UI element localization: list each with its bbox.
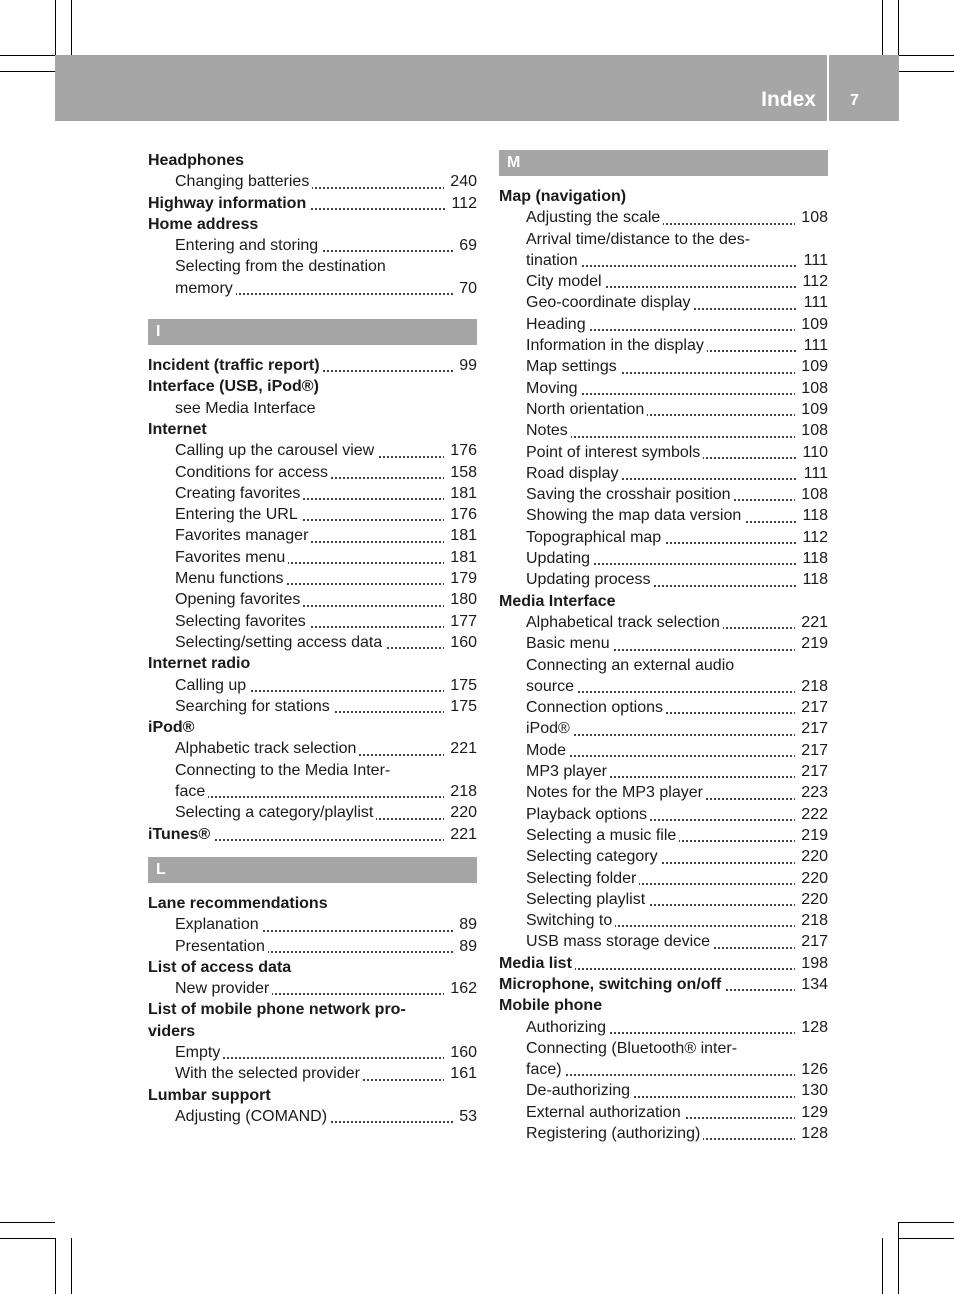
page-reference: 128 <box>795 1017 828 1038</box>
page-reference: 108 <box>795 484 828 505</box>
index-subentry <box>148 978 477 999</box>
entry-text: Map settings <box>526 358 620 375</box>
index-entry <box>148 1021 477 1042</box>
index-subentry <box>148 696 477 717</box>
page-reference: 108 <box>795 378 828 399</box>
page-reference: 130 <box>795 1080 828 1101</box>
index-subentry <box>499 378 828 399</box>
page-reference: 177 <box>444 611 477 632</box>
index-entry <box>148 824 477 845</box>
page-reference: 110 <box>796 442 828 463</box>
index-entry <box>499 974 828 995</box>
index-subentry <box>499 633 828 654</box>
index-entry <box>148 1085 477 1106</box>
entry-text: Presentation <box>175 938 268 955</box>
index-subentry <box>499 335 828 356</box>
page-reference: 218 <box>795 676 828 697</box>
index-subentry <box>499 1059 828 1080</box>
index-subentry <box>499 420 828 441</box>
index-entry <box>148 355 477 376</box>
index-subentry <box>148 632 477 653</box>
page-reference: 89 <box>453 936 477 957</box>
entry-text: Adjusting the scale <box>526 209 663 226</box>
index-entry <box>148 419 477 440</box>
index-subentry <box>499 676 828 697</box>
index-subentry <box>148 802 477 823</box>
index-subentry <box>499 804 828 825</box>
entry-text: Notes for the MP3 player <box>526 784 706 801</box>
entry-text: Mobile phone <box>499 997 605 1014</box>
crop-mark <box>899 71 954 72</box>
entry-text: Media Interface <box>499 593 618 610</box>
entry-text: Empty <box>175 1044 223 1061</box>
index-subentry <box>499 1080 828 1101</box>
page-header <box>55 55 899 121</box>
page-reference: 112 <box>445 193 477 214</box>
index-entry <box>148 193 477 214</box>
index-subentry <box>148 462 477 483</box>
page-reference: 69 <box>453 235 477 256</box>
index-entry <box>148 376 477 397</box>
page-reference: 161 <box>444 1063 477 1084</box>
entry-text: Lane recommendations <box>148 895 331 912</box>
entry-text: Authorizing <box>526 1019 609 1036</box>
entry-text: Entering the URL <box>175 506 301 523</box>
page-reference: 158 <box>444 462 477 483</box>
index-subentry <box>499 314 828 335</box>
page-reference: 217 <box>795 931 828 952</box>
index-subentry <box>499 910 828 931</box>
index-subentry <box>148 547 477 568</box>
entry-text: face) <box>526 1061 565 1078</box>
crop-mark <box>898 0 899 55</box>
index-entry <box>148 150 477 171</box>
page-reference: 181 <box>444 525 477 546</box>
crop-mark <box>899 1222 954 1223</box>
entry-text: North orientation <box>526 401 647 418</box>
index-subentry <box>499 399 828 420</box>
index-subentry <box>148 398 477 419</box>
index-subentry <box>148 483 477 504</box>
entry-text: Entering and storing <box>175 237 321 254</box>
entry-text: Favorites menu <box>175 549 288 566</box>
index-column-right <box>499 150 828 1144</box>
index-subentry <box>148 1063 477 1084</box>
page-reference: 218 <box>795 910 828 931</box>
page-reference: 109 <box>795 356 828 377</box>
page-reference: 219 <box>795 825 828 846</box>
index-subentry <box>148 1042 477 1063</box>
index-subentry <box>499 868 828 889</box>
page-reference: 162 <box>444 978 477 999</box>
entry-text: Alphabetical track selection <box>526 614 723 631</box>
entry-text: Selecting from the destination <box>175 258 389 275</box>
section-letter-header: L <box>148 857 477 883</box>
entry-text: Headphones <box>148 152 247 169</box>
page-reference: 217 <box>795 761 828 782</box>
index-subentry <box>499 846 828 867</box>
index-subentry <box>499 292 828 313</box>
index-subentry <box>499 484 828 505</box>
page-reference: 219 <box>795 633 828 654</box>
page-reference: 221 <box>444 824 477 845</box>
entry-text: iPod® <box>148 719 197 736</box>
entry-text: Information in the display <box>526 337 707 354</box>
index-entry <box>148 999 477 1020</box>
page-reference: 111 <box>798 335 828 356</box>
entry-text: Registering (authorizing) <box>526 1125 703 1142</box>
entry-text: New provider <box>175 980 272 997</box>
entry-text: source <box>526 678 577 695</box>
index-subentry <box>499 740 828 761</box>
header-divider <box>827 55 829 121</box>
index-subentry <box>499 1102 828 1123</box>
entry-text: Adjusting (COMAND) <box>175 1108 330 1125</box>
page-reference: 222 <box>795 804 828 825</box>
index-entry <box>148 214 477 235</box>
index-subentry <box>148 611 477 632</box>
entry-text: List of access data <box>148 959 294 976</box>
entry-text: tination <box>526 252 581 269</box>
page-reference: 70 <box>453 278 477 299</box>
page-reference: 217 <box>795 697 828 718</box>
entry-text: Calling up the carousel view <box>175 442 377 459</box>
index-subentry <box>499 271 828 292</box>
index-subentry <box>148 781 477 802</box>
entry-text: Selecting a category/playlist <box>175 804 376 821</box>
section-letter-header: M <box>499 150 828 176</box>
page-reference: 118 <box>796 548 828 569</box>
entry-text: Conditions for access <box>175 464 331 481</box>
entry-text: Changing batteries <box>175 173 312 190</box>
entry-text: Connecting (Bluetooth® inter- <box>526 1040 740 1057</box>
index-subentry <box>499 356 828 377</box>
page-title: Index <box>761 88 816 111</box>
entry-text: Notes <box>526 422 571 439</box>
page-reference: 118 <box>796 505 828 526</box>
entry-text: viders <box>148 1023 198 1040</box>
index-subentry <box>148 914 477 935</box>
page-reference: 108 <box>795 420 828 441</box>
page-reference: 109 <box>795 399 828 420</box>
index-subentry <box>148 504 477 525</box>
index-subentry <box>499 207 828 228</box>
index-subentry <box>148 171 477 192</box>
index-subentry <box>148 675 477 696</box>
entry-text: face <box>175 783 208 800</box>
page-reference: 181 <box>444 547 477 568</box>
entry-text: Selecting/setting access data <box>175 634 385 651</box>
crop-mark <box>899 55 954 56</box>
crop-mark <box>0 1222 55 1223</box>
index-subentry <box>148 235 477 256</box>
page-reference: 111 <box>798 463 828 484</box>
page-reference: 217 <box>795 740 828 761</box>
index-subentry <box>148 760 477 781</box>
index-subentry <box>148 440 477 461</box>
index-subentry <box>499 527 828 548</box>
page-reference: 221 <box>444 738 477 759</box>
page-reference: 240 <box>444 171 477 192</box>
entry-text: Playback options <box>526 806 650 823</box>
entry-text: Arrival time/distance to the des- <box>526 231 753 248</box>
page-reference: 89 <box>453 914 477 935</box>
page-reference: 126 <box>795 1059 828 1080</box>
entry-text: Geo-coordinate display <box>526 294 694 311</box>
page-reference: 220 <box>795 868 828 889</box>
page-reference: 221 <box>795 612 828 633</box>
index-subentry <box>499 1017 828 1038</box>
index-entry <box>499 591 828 612</box>
entry-text: Microphone, switching on/off <box>499 976 724 993</box>
index-subentry <box>499 1038 828 1059</box>
entry-text: De-authorizing <box>526 1082 633 1099</box>
entry-text: see Media Interface <box>175 400 319 417</box>
index-subentry <box>499 250 828 271</box>
entry-text: MP3 player <box>526 763 610 780</box>
page-reference: 112 <box>796 527 828 548</box>
index-subentry <box>148 1106 477 1127</box>
page-reference: 180 <box>444 589 477 610</box>
page-reference: 218 <box>444 781 477 802</box>
entry-text: With the selected provider <box>175 1065 363 1082</box>
page-reference: 220 <box>795 889 828 910</box>
entry-text: Selecting playlist <box>526 891 648 908</box>
page-reference: 175 <box>444 696 477 717</box>
entry-text: Updating <box>526 550 593 567</box>
entry-text: Alphabetic track selection <box>175 740 359 757</box>
index-subentry <box>499 612 828 633</box>
page-reference: 108 <box>795 207 828 228</box>
crop-mark <box>882 1238 883 1294</box>
entry-text: Explanation <box>175 916 262 933</box>
index-subentry <box>499 825 828 846</box>
entry-text: memory <box>175 280 236 297</box>
entry-text: Selecting folder <box>526 870 639 887</box>
page-reference: 181 <box>444 483 477 504</box>
index-entry <box>148 957 477 978</box>
page-reference: 99 <box>453 355 477 376</box>
index-subentry <box>499 229 828 250</box>
entry-text: Home address <box>148 216 261 233</box>
crop-mark <box>0 55 55 56</box>
index-subentry <box>499 697 828 718</box>
entry-text: Selecting favorites <box>175 613 309 630</box>
entry-text: Selecting category <box>526 848 661 865</box>
index-subentry <box>499 761 828 782</box>
entry-text: Topographical map <box>526 529 664 546</box>
spacer <box>148 299 477 319</box>
entry-text: iTunes® <box>148 826 213 843</box>
index-subentry <box>148 589 477 610</box>
entry-text: Internet <box>148 421 210 438</box>
index-column-left <box>148 150 477 1127</box>
index-subentry <box>148 568 477 589</box>
page-reference: 111 <box>798 250 828 271</box>
entry-text: Saving the crosshair position <box>526 486 734 503</box>
index-subentry <box>499 463 828 484</box>
entry-text: Updating process <box>526 571 654 588</box>
crop-mark <box>882 0 883 55</box>
entry-text: Favorites manager <box>175 527 311 544</box>
index-entry <box>499 995 828 1016</box>
index-entry <box>148 717 477 738</box>
entry-text: USB mass storage device <box>526 933 713 950</box>
crop-mark <box>0 1238 55 1239</box>
index-subentry <box>499 782 828 803</box>
entry-text: Basic menu <box>526 635 613 652</box>
index-subentry <box>148 936 477 957</box>
entry-text: Road display <box>526 465 622 482</box>
entry-text: Menu functions <box>175 570 287 587</box>
page-reference: 160 <box>444 1042 477 1063</box>
index-subentry <box>499 569 828 590</box>
page-reference: 176 <box>444 504 477 525</box>
index-subentry <box>499 1123 828 1144</box>
entry-text: Mode <box>526 742 569 759</box>
index-subentry <box>148 525 477 546</box>
entry-text: Opening favorites <box>175 591 303 608</box>
entry-text: Searching for stations <box>175 698 333 715</box>
entry-text: Highway information <box>148 195 309 212</box>
entry-text: Point of interest symbols <box>526 444 703 461</box>
section-letter-header: I <box>148 319 477 345</box>
entry-text: Lumbar support <box>148 1087 274 1104</box>
page-reference: 129 <box>795 1102 828 1123</box>
entry-text: Calling up <box>175 677 249 694</box>
entry-text: Internet radio <box>148 655 253 672</box>
index-subentry <box>499 931 828 952</box>
page-reference: 118 <box>796 569 828 590</box>
entry-text: iPod® <box>526 720 573 737</box>
page-reference: 112 <box>796 271 828 292</box>
index-subentry <box>499 548 828 569</box>
page-reference: 134 <box>795 974 828 995</box>
entry-text: Switching to <box>526 912 615 929</box>
page-reference: 198 <box>795 953 828 974</box>
index-subentry <box>499 718 828 739</box>
page-reference: 176 <box>444 440 477 461</box>
crop-mark <box>55 1238 56 1294</box>
entry-text: Heading <box>526 316 589 333</box>
index-subentry <box>499 505 828 526</box>
entry-text: Moving <box>526 380 581 397</box>
entry-text: City model <box>526 273 605 290</box>
entry-text: Creating favorites <box>175 485 303 502</box>
crop-mark <box>71 1238 72 1294</box>
page-reference: 175 <box>444 675 477 696</box>
index-entry <box>148 893 477 914</box>
page-reference: 160 <box>444 632 477 653</box>
entry-text: Connecting an external audio <box>526 657 737 674</box>
page-reference: 217 <box>795 718 828 739</box>
page-reference: 179 <box>444 568 477 589</box>
page-number: 7 <box>850 92 859 109</box>
page-reference: 223 <box>795 782 828 803</box>
page-reference: 220 <box>795 846 828 867</box>
entry-text: Connecting to the Media Inter- <box>175 762 393 779</box>
page-reference: 109 <box>795 314 828 335</box>
index-subentry <box>148 278 477 299</box>
page-reference: 220 <box>444 802 477 823</box>
crop-mark <box>71 0 72 55</box>
crop-mark <box>899 1238 954 1239</box>
index-entry <box>499 186 828 207</box>
index-subentry <box>148 738 477 759</box>
entry-text: List of mobile phone network pro- <box>148 1001 409 1018</box>
page-reference: 53 <box>453 1106 477 1127</box>
spacer <box>148 845 477 857</box>
entry-text: Showing the map data version <box>526 507 744 524</box>
entry-text: Interface (USB, iPod®) <box>148 378 322 395</box>
entry-text: Incident (traffic report) <box>148 357 323 374</box>
index-subentry <box>499 655 828 676</box>
crop-mark <box>55 0 56 55</box>
index-subentry <box>148 256 477 277</box>
index-entry <box>148 653 477 674</box>
page-reference: 128 <box>795 1123 828 1144</box>
entry-text: External authorization <box>526 1104 684 1121</box>
crop-mark <box>0 71 55 72</box>
entry-text: Map (navigation) <box>499 188 629 205</box>
crop-mark <box>898 1222 899 1294</box>
entry-text: Media list <box>499 955 575 972</box>
index-subentry <box>499 889 828 910</box>
page-reference: 111 <box>798 292 828 313</box>
entry-text: Connection options <box>526 699 666 716</box>
index-subentry <box>499 442 828 463</box>
entry-text: Selecting a music file <box>526 827 679 844</box>
index-entry <box>499 953 828 974</box>
